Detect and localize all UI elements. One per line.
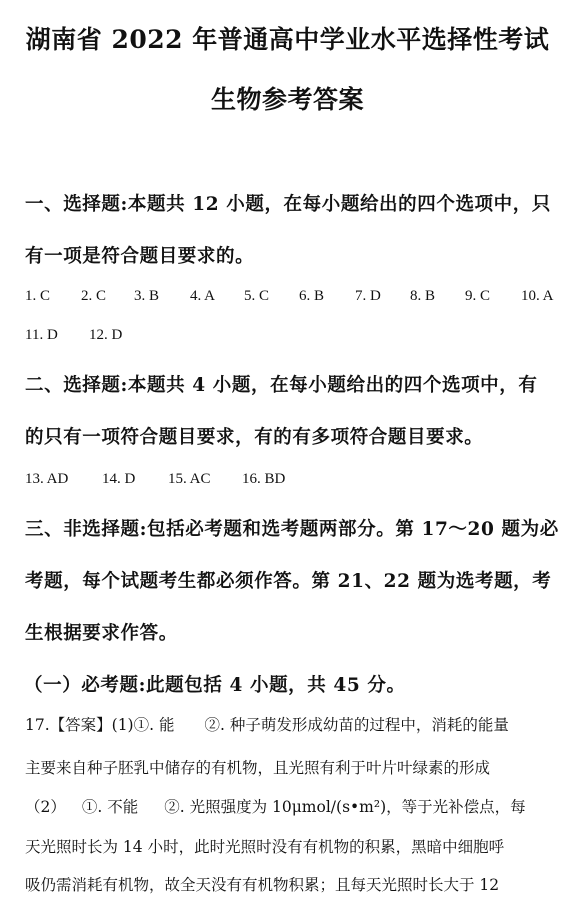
answer-item: 11. D <box>25 327 58 343</box>
answer-item: 4. A <box>190 288 216 304</box>
answer-item: 1. C <box>25 288 51 304</box>
document-title: 湖南省 2022 年普通高中学业水平选择性考试 <box>25 25 550 54</box>
answer-item: 6. B <box>299 288 325 304</box>
section2-heading-line1: 二、选择题:本题共 4 小题，在每小题给出的四个选项中，有 <box>25 375 538 396</box>
answer-item: 16. BD <box>242 471 286 487</box>
answer-item: 5. C <box>244 288 270 304</box>
q17-answer-line4: 天光照时长为 14 小时，此时光照时没有有机物的积累，黑暗中细胞呼 <box>25 838 505 856</box>
q17-part1-reason: ②. 种子萌发形成幼苗的过程中，消耗的能量 <box>204 716 509 734</box>
answer-item: 2. C <box>81 288 107 304</box>
q17-part2-label: （2） <box>25 798 66 816</box>
answer-item: 12. D <box>89 327 123 343</box>
section3-heading-line1: 三、非选择题:包括必考题和选考题两部分。第 17～20 题为必 <box>25 519 559 540</box>
section3-heading-line2: 考题，每个试题考生都必须作答。第 21、22 题为选考题，考 <box>25 571 552 592</box>
q17-answer-line2: 主要来自种子胚乳中储存的有机物，且光照有利于叶片叶绿素的形成 <box>25 759 491 777</box>
section2-heading-line2: 的只有一项符合题目要求，有的有多项符合题目要求。 <box>25 427 484 448</box>
section1-heading-line1: 一、选择题:本题共 12 小题，在每小题给出的四个选项中，只 <box>25 194 551 215</box>
answer-item: 15. AC <box>168 471 211 487</box>
subsection1-heading: （一）必考题:此题包括 4 小题，共 45 分。 <box>24 675 406 696</box>
q17-answer-line3 <box>25 795 526 817</box>
answer-item: 10. A <box>521 288 554 304</box>
answer-item: 13. AD <box>25 471 69 487</box>
section1-answers-row2 <box>25 327 225 347</box>
document-subtitle: 生物参考答案 <box>210 85 364 114</box>
section2-answers-row <box>25 471 355 491</box>
answer-item: 8. B <box>410 288 436 304</box>
section3-heading-line3: 生根据要求作答。 <box>25 623 178 644</box>
answer-item: 3. B <box>134 288 160 304</box>
answer-item: 14. D <box>102 471 136 487</box>
q17-answer-line5: 吸仍需消耗有机物，故全天没有有机物积累；且每天光照时长大于 12 <box>25 876 500 894</box>
q17-part1-answer: 17.【答案】(1)①. 能 <box>25 716 175 734</box>
section1-answers-row1 <box>25 288 560 308</box>
answer-item: 9. C <box>465 288 491 304</box>
q17-part2-answer: ①. 不能 <box>81 798 139 816</box>
answer-item: 7. D <box>355 288 381 304</box>
section1-heading-line2: 有一项是符合题目要求的。 <box>25 246 255 267</box>
q17-answer-line1 <box>25 713 509 735</box>
q17-part2-reason: ②. 光照强度为 10μmol/(s•m²)，等于光补偿点，每 <box>164 798 526 816</box>
